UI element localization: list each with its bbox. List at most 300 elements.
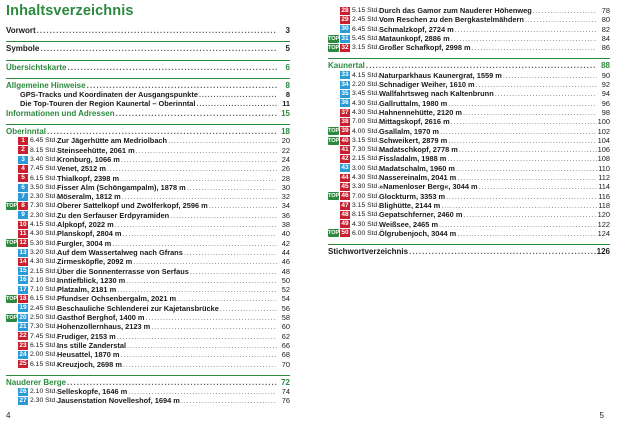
tour-page: 82	[601, 24, 610, 34]
tour-name: Oberer Sattelkopf und Zwölferkopf, 2596 m	[57, 201, 208, 211]
tour-name: Venet, 2512 m	[57, 164, 106, 174]
page-number: 5	[599, 411, 604, 420]
top-tour-badge	[6, 211, 17, 219]
tour-duration: 6.15 Std.	[30, 174, 58, 182]
top-tour-badge	[328, 71, 339, 79]
tour-entry[interactable]	[328, 192, 610, 201]
tour-number-badge: 49	[341, 220, 349, 228]
tour-page: 114	[598, 182, 610, 192]
top-tour-badge	[6, 221, 17, 229]
tour-number-badge: 10	[19, 220, 27, 228]
tour-duration: 2.10 Std.	[30, 388, 58, 396]
tour-name: Durch das Gamor zum Nauderer Höhenweg	[379, 6, 532, 15]
top-tour-badge	[6, 323, 17, 331]
toc-entry-symbole[interactable]: Symbole . . . 5	[6, 44, 290, 53]
tour-number-badge: 45	[341, 182, 349, 190]
tour-name: Zu den Serfauser Erdpyramiden	[57, 210, 170, 220]
tour-entry[interactable]	[328, 173, 610, 182]
page-number: 4	[6, 411, 11, 420]
tour-name: Fissladalm, 1988 m	[379, 154, 447, 164]
tour-name: Nassereinalm, 2041 m	[379, 173, 457, 183]
tour-page: 66	[281, 340, 290, 350]
tour-entry[interactable]	[6, 239, 290, 248]
tour-name: Mataunkopf, 2886 m	[379, 33, 450, 43]
toc-entry-allgemeine-hinweise[interactable]: Allgemeine Hinweise . . . 8	[6, 81, 290, 90]
tour-name: Vom Reschen zu den Bergkastelmähdern	[379, 15, 524, 25]
tour-entry[interactable]	[6, 276, 290, 285]
top-tour-badge	[6, 397, 17, 405]
tour-entry[interactable]	[328, 210, 610, 219]
tour-number-badge: 38	[341, 117, 349, 125]
tour-entry[interactable]	[6, 313, 290, 322]
top-tour-badge	[6, 137, 17, 145]
tour-entry[interactable]	[6, 350, 290, 359]
tour-number-badge: 9	[18, 211, 28, 219]
tour-duration: 7.10 Std.	[30, 286, 58, 294]
tour-page: 96	[601, 98, 610, 108]
tour-page: 40	[281, 229, 290, 239]
tour-entry[interactable]	[6, 387, 290, 396]
tour-entry[interactable]	[328, 145, 610, 154]
top-tour-badge	[6, 156, 17, 164]
toc-entry-stichwortverzeichnis[interactable]: Stichwortverzeichnis . . . 126	[328, 247, 610, 256]
tour-duration: 7.45 Std.	[30, 165, 58, 173]
toc-entry-gps-tracks[interactable]: GPS-Tracks und Koordinaten der Ausgangspunkte . . . 8	[6, 90, 290, 99]
tour-entry[interactable]	[328, 43, 610, 52]
tour-list-kaunertal	[328, 71, 610, 238]
divider	[6, 375, 290, 376]
divider	[328, 244, 610, 245]
tour-number-badge: 22	[19, 332, 27, 340]
tour-duration: 6.45 Std.	[30, 137, 58, 145]
tour-duration: 4.30 Std.	[352, 174, 380, 182]
top-tour-badge	[6, 174, 17, 182]
tour-name: Planskopf, 2804 m	[57, 229, 122, 239]
tour-duration: 6.15 Std.	[30, 360, 58, 368]
tour-duration: 3.15 Std.	[352, 136, 380, 144]
top-tour-badge	[6, 351, 17, 359]
tour-page: 46	[281, 257, 290, 267]
tour-number-badge: 29	[341, 15, 349, 23]
tour-number-badge: 4	[18, 165, 28, 173]
tour-duration: 4.30 Std.	[352, 220, 380, 228]
tour-name: Inntiefblick, 1230 m	[57, 275, 126, 285]
tour-page: 68	[281, 350, 290, 360]
divider	[328, 58, 610, 59]
top-tour-badge	[328, 174, 339, 182]
tour-duration: 7.45 Std.	[30, 332, 58, 340]
tour-entry[interactable]	[6, 304, 290, 313]
top-tour-badge: TOP	[6, 314, 18, 321]
tour-entry[interactable]	[328, 182, 610, 191]
tour-entry[interactable]	[6, 155, 290, 164]
tour-entry[interactable]	[6, 267, 290, 276]
tour-duration: 4.30 Std.	[352, 99, 380, 107]
tour-duration: 4.30 Std.	[30, 258, 58, 266]
tour-duration: 2.00 Std.	[30, 351, 58, 359]
tour-number-badge: 25	[19, 360, 27, 368]
divider	[6, 41, 290, 42]
tour-name: Thialkopf, 2398 m	[57, 173, 120, 183]
tour-name: Steinseehütte, 2061 m	[57, 145, 135, 155]
top-tour-badge	[328, 109, 339, 117]
tour-page: 20	[281, 136, 290, 146]
tour-number-badge: 18	[19, 295, 27, 303]
tour-duration: 6.15 Std.	[30, 295, 58, 303]
toc-entry-uebersichtskarte[interactable]: Übersichtskarte . . . 6	[6, 63, 290, 72]
tour-page: 58	[281, 313, 290, 323]
tour-number-badge: 44	[341, 173, 349, 181]
tour-page: 86	[601, 43, 610, 53]
tour-page: 32	[281, 192, 290, 202]
tour-duration: 4.00 Std.	[352, 127, 380, 135]
tour-entry[interactable]	[328, 229, 610, 238]
tour-duration: 2.30 Std.	[30, 193, 58, 201]
toc-entry-top-touren[interactable]: Die Top-Touren der Region Kaunertal – Oberinntal . . . 11	[6, 99, 290, 108]
tour-number-badge: 48	[341, 210, 349, 218]
toc-right-column	[328, 6, 610, 256]
tour-page: 38	[281, 220, 290, 230]
tour-name: Großer Schafkopf, 2998 m	[379, 43, 471, 53]
tour-name: Möseralm, 1812 m	[57, 192, 121, 202]
tour-duration: 5.15 Std.	[352, 7, 380, 14]
tour-name: Madatschkopf, 2778 m	[379, 145, 458, 155]
tour-entry[interactable]	[6, 322, 290, 331]
top-tour-badge	[6, 146, 17, 154]
tour-page: 36	[281, 210, 290, 220]
tour-number-badge: 16	[19, 276, 27, 284]
tour-entry[interactable]	[6, 211, 290, 220]
tour-page: 76	[281, 396, 290, 406]
tour-name: Zur Jägerhütte am Medriolbach	[57, 136, 168, 146]
tour-duration: 3.45 Std.	[352, 90, 380, 98]
tour-duration: 2.15 Std.	[352, 155, 380, 163]
divider	[6, 124, 290, 125]
top-tour-badge	[328, 202, 339, 210]
tour-entry[interactable]	[328, 136, 610, 145]
tour-entry[interactable]	[6, 220, 290, 229]
tour-number-badge: 7	[18, 193, 28, 201]
tour-number-badge: 35	[341, 90, 349, 98]
tour-entry[interactable]	[328, 220, 610, 229]
tour-duration: 3.20 Std.	[30, 248, 58, 256]
tour-name: Wallfahrtsweg nach Kaltenbrunn	[379, 89, 494, 99]
tour-page: 108	[597, 154, 610, 164]
tour-page: 54	[281, 294, 290, 304]
tour-number-badge: 41	[341, 145, 349, 153]
tour-entry[interactable]	[328, 71, 610, 80]
top-tour-badge: TOP	[328, 44, 340, 51]
top-tour-badge: TOP	[328, 128, 340, 135]
tour-name: Ölgrubenjoch, 3044 m	[379, 228, 457, 238]
top-tour-badge	[6, 286, 17, 294]
top-tour-badge	[6, 258, 17, 266]
tour-duration: 3.50 Std.	[30, 183, 58, 191]
tour-page: 34	[281, 201, 290, 211]
top-tour-badge	[328, 16, 339, 24]
top-tour-badge	[6, 276, 17, 284]
tour-name: Gasthof Berghof, 1400 m	[57, 313, 145, 323]
tour-entry[interactable]	[328, 99, 610, 108]
tour-number-badge: 37	[341, 108, 349, 116]
tour-name: Jausenstation Novelleshof, 1694 m	[57, 396, 180, 406]
tour-number-badge: 13	[19, 248, 27, 256]
right-page	[312, 0, 620, 423]
tour-name: Schmalzkopf, 2724 m	[379, 24, 454, 34]
tour-page: 110	[598, 163, 610, 173]
tour-duration: 2.15 Std.	[30, 267, 58, 275]
top-tour-badge: TOP	[6, 240, 18, 247]
tour-entry[interactable]	[6, 341, 290, 350]
tour-name: Kreuzjoch, 2698 m	[57, 359, 122, 369]
tour-duration: 2.50 Std.	[30, 314, 58, 322]
tour-name: Furgler, 3004 m	[57, 238, 112, 248]
tour-name: Heusattel, 1870 m	[57, 350, 120, 360]
tour-number-badge: 3	[18, 156, 28, 164]
tour-name: Hahnennehütte, 2120 m	[379, 107, 462, 117]
top-tour-badge	[6, 249, 17, 257]
top-tour-badge	[328, 146, 339, 154]
tour-name: Glockturm, 3353 m	[379, 191, 446, 201]
top-tour-badge: TOP	[6, 203, 18, 210]
toc-entry-vorwort[interactable]: Vorwort . . . 3	[6, 26, 290, 35]
tour-number-badge: 27	[19, 397, 27, 405]
tour-page: 52	[281, 285, 290, 295]
top-tour-badge	[328, 118, 339, 126]
top-tour-badge	[6, 304, 17, 312]
tour-entry[interactable]	[328, 108, 610, 117]
tour-duration: 4.15 Std.	[30, 221, 58, 229]
tour-entry[interactable]	[6, 257, 290, 266]
tour-name: Schweikert, 2879 m	[379, 135, 448, 145]
tour-entry[interactable]	[6, 396, 290, 405]
tour-entry[interactable]	[6, 248, 290, 257]
tour-name: Blighütte, 2144 m	[379, 200, 441, 210]
top-tour-badge	[328, 183, 339, 191]
tour-page: 50	[281, 275, 290, 285]
top-tour-badge	[6, 332, 17, 340]
tour-duration: 3.15 Std.	[352, 44, 380, 52]
tour-entry[interactable]	[6, 192, 290, 201]
top-tour-badge	[6, 360, 17, 368]
tour-duration: 8.15 Std.	[30, 146, 58, 154]
tour-entry[interactable]	[6, 229, 290, 238]
tour-page: 28	[281, 173, 290, 183]
left-page	[0, 0, 308, 423]
tour-page: 94	[601, 89, 610, 99]
tour-entry[interactable]	[6, 360, 290, 369]
toc-entry-informationen[interactable]: Informationen und Adressen . . . 15	[6, 109, 290, 118]
top-tour-badge	[328, 7, 339, 15]
tour-name: Pfundser Ochsenbergalm, 2021 m	[57, 294, 177, 304]
tour-page: 60	[281, 322, 290, 332]
tour-entry[interactable]	[328, 25, 610, 34]
tour-number-badge: 43	[341, 164, 349, 172]
tour-number-badge: 50	[341, 229, 349, 237]
tour-number-badge: 12	[19, 239, 27, 247]
tour-number-badge: 31	[341, 34, 349, 42]
tour-name: Kronburg, 1066 m	[57, 154, 120, 164]
top-tour-badge	[6, 165, 17, 173]
tour-page: 116	[598, 191, 610, 201]
top-tour-badge	[6, 230, 17, 238]
tour-entry[interactable]	[328, 127, 610, 136]
tour-name: Gepatschferner, 2460 m	[379, 210, 463, 220]
tour-name: Selleskopfe, 1646 m	[57, 387, 128, 397]
tour-duration: 4.30 Std.	[352, 108, 380, 116]
tour-entry[interactable]	[6, 201, 290, 210]
tour-duration: 3.30 Std.	[352, 183, 380, 191]
tour-name: Schnadiger Weiher, 1610 m	[379, 80, 475, 90]
tour-name: Beschauliche Schlenderei zur Kajetansbrücke	[57, 303, 219, 313]
tour-entry[interactable]	[328, 15, 610, 24]
tour-entry[interactable]	[6, 146, 290, 155]
tour-entry[interactable]	[6, 164, 290, 173]
tour-page: 104	[597, 135, 610, 145]
page-title: Inhaltsverzeichnis	[6, 3, 134, 19]
tour-entry[interactable]	[328, 80, 610, 89]
tour-name: Fisser Alm (Schöngampalm), 1878 m	[57, 182, 186, 192]
tour-entry[interactable]	[328, 201, 610, 210]
tour-page: 92	[601, 80, 610, 90]
tour-entry[interactable]	[328, 154, 610, 163]
tour-name: Weißsee, 2465 m	[379, 219, 439, 229]
tour-number-badge: 11	[19, 229, 27, 237]
tour-number-badge: 23	[19, 341, 27, 349]
tour-duration: 6.00 Std.	[352, 229, 380, 237]
tour-page: 90	[601, 70, 610, 80]
tour-page: 124	[597, 228, 610, 238]
tour-entry[interactable]	[6, 183, 290, 192]
tour-duration: 2.20 Std.	[352, 81, 380, 89]
tour-name: Über die Sonnenterrasse von Serfaus	[57, 266, 189, 276]
tour-name: Frudiger, 2153 m	[57, 331, 116, 341]
tour-name: Madatschalm, 1960 m	[379, 163, 455, 173]
tour-page: 78	[601, 6, 610, 15]
tour-number-badge: 6	[18, 184, 28, 192]
tour-number-badge: 26	[19, 387, 27, 395]
divider	[6, 78, 290, 79]
top-tour-badge: TOP	[328, 137, 340, 144]
tour-page: 56	[281, 303, 290, 313]
section-kaunertal[interactable]: Kaunertal . . . 88	[328, 61, 610, 70]
tour-entry[interactable]	[328, 164, 610, 173]
tour-duration: 4.15 Std.	[352, 71, 380, 79]
top-tour-badge: TOP	[328, 193, 340, 200]
tour-name: Auf dem Wassertalweg nach Gfrans	[57, 247, 183, 257]
tour-number-badge: 39	[341, 127, 349, 135]
top-tour-badge	[328, 90, 339, 98]
tour-number-badge: 28	[341, 6, 349, 14]
tour-page: 120	[597, 210, 610, 220]
tour-page: 112	[598, 173, 610, 183]
top-tour-badge	[328, 220, 339, 228]
tour-page: 102	[597, 126, 610, 136]
tour-page: 122	[597, 219, 610, 229]
tour-entry[interactable]	[6, 285, 290, 294]
tour-number-badge: 42	[341, 155, 349, 163]
tour-number-badge: 15	[19, 267, 27, 275]
tour-page: 42	[281, 238, 290, 248]
tour-entry[interactable]	[328, 6, 610, 15]
top-tour-badge	[328, 81, 339, 89]
top-tour-badge	[6, 342, 17, 350]
tour-entry[interactable]	[328, 89, 610, 98]
tour-name: Ins stille Zanderstal	[57, 340, 127, 350]
top-tour-badge: TOP	[328, 35, 340, 42]
tour-duration: 3.00 Std.	[352, 164, 380, 172]
tour-entry[interactable]	[6, 136, 290, 145]
tour-page: 74	[281, 387, 290, 397]
tour-duration: 7.30 Std.	[30, 202, 58, 210]
tour-duration: 2.45 Std.	[352, 16, 380, 24]
tour-number-badge: 1	[18, 137, 28, 145]
tour-duration: 3.40 Std.	[30, 155, 58, 163]
tour-number-badge: 30	[341, 25, 349, 33]
tour-number-badge: 8	[18, 202, 28, 210]
tour-entry[interactable]	[328, 34, 610, 43]
tour-number-badge: 20	[19, 313, 27, 321]
tour-name: Naturparkhaus Kaunergrat, 1559 m	[379, 70, 502, 80]
tour-number-badge: 19	[19, 304, 27, 312]
tour-page: 118	[598, 200, 610, 210]
tour-entry[interactable]	[6, 332, 290, 341]
tour-page: 100	[597, 117, 610, 127]
tour-duration: 6.45 Std.	[352, 25, 380, 33]
tour-entry[interactable]	[328, 117, 610, 126]
tour-duration: 5.45 Std.	[352, 34, 380, 42]
tour-duration: 7.30 Std.	[30, 323, 58, 331]
tour-number-badge: 47	[341, 201, 349, 209]
tour-name: »Namenloser Berg«, 3044 m	[379, 182, 478, 192]
tour-page: 44	[281, 247, 290, 257]
tour-number-badge: 36	[341, 99, 349, 107]
tour-number-badge: 33	[341, 71, 349, 79]
tour-duration: 2.30 Std.	[30, 397, 58, 405]
tour-page: 62	[281, 331, 290, 341]
tour-number-badge: 17	[19, 285, 27, 293]
tour-name: Gsallalm, 1970 m	[379, 126, 439, 136]
tour-duration: 7.00 Std.	[352, 192, 380, 200]
tour-entry[interactable]	[6, 174, 290, 183]
tour-duration: 2.10 Std.	[30, 276, 58, 284]
tour-page: 22	[281, 145, 290, 155]
tour-duration: 8.15 Std.	[352, 211, 380, 219]
tour-name: Platzalm, 2181 m	[57, 285, 117, 295]
tour-list-oberinntal	[6, 136, 290, 368]
top-tour-badge	[6, 267, 17, 275]
top-tour-badge	[328, 155, 339, 163]
tour-page: 26	[281, 164, 290, 174]
tour-number-badge: 2	[18, 146, 28, 154]
tour-number-badge: 40	[341, 136, 349, 144]
section-nauderer-berge[interactable]: Nauderer Berge . . . 72	[6, 378, 290, 387]
tour-duration: 7.00 Std.	[352, 118, 380, 126]
tour-page: 80	[601, 15, 610, 25]
top-tour-badge	[6, 388, 17, 396]
top-tour-badge	[328, 211, 339, 219]
tour-entry[interactable]	[6, 294, 290, 303]
tour-duration: 7.30 Std.	[352, 146, 380, 154]
tour-page: 98	[601, 107, 610, 117]
section-oberinntal[interactable]: Oberinntal . . . 18	[6, 127, 290, 136]
tour-list-nauderer-continued	[328, 6, 610, 52]
top-tour-badge	[6, 184, 17, 192]
divider	[6, 60, 290, 61]
tour-number-badge: 32	[341, 43, 349, 51]
tour-number-badge: 24	[19, 350, 27, 358]
toc-left-column	[6, 26, 290, 406]
